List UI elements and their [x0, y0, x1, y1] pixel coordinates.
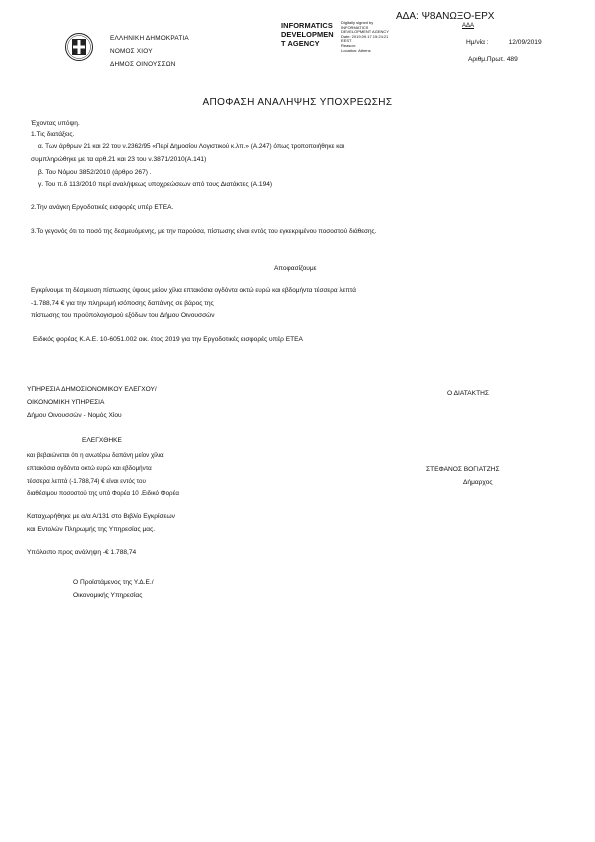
checked-statement: και βεβαιώνεται ότι η ανωτέρω δαπάνη μείον χίλια επτακόσια ογδόντα οκτώ ευρώ και εβδομήντα τέσσερα λεπτά (-1.788,74) € είναι εντός του διαθέσιμου ποσοστού της υπό Φορέα 10 .Ειδικό Φορέα: [27, 452, 179, 498]
clause-2: 2.Την ανάγκη Εργοδοτικές εισφορές υπέρ ΕΤΕΑ.: [31, 204, 174, 211]
date-row: [466, 39, 542, 46]
municipality-line: ΔΗΜΟΣ ΟΙΝΟΥΣΣΩΝ: [110, 61, 176, 68]
authorizer-role: Δήμαρχος: [463, 479, 493, 486]
ada-code: ΑΔΑ: Ψ8ΑΝΩΞΟ-ΕΡΧ: [396, 11, 495, 22]
intro-line: Έχοντας υπόψη.: [31, 120, 80, 127]
clause-1a-cont: συμπληρώθηκε με τα αρθ.21 και 23 του ν.3871/2010(Α.141): [31, 156, 207, 163]
digital-signature-details: Digitally signed by INFORMATICS DEVELOPMENT AGENCY Date: 2019.09.17 15:24:21 EEST Reason: Location: Athens: [341, 20, 389, 53]
registration-statement: Καταχωρήθηκε με α/α Α/131 στο Βιβλίο Εγκρίσεων και Εντολών Πληρωμής της Υπηρεσίας μας.: [27, 513, 175, 533]
decision-text-4: Ειδικός φορέας Κ.Α.Ε. 10-6051.002 οικ. έτος 2019 για την Εργοδοτικές εισφορές υπέρ ΕΤΕΑ: [33, 336, 303, 343]
clause-1c: γ. Του π.δ 113/2010 περί αναλήψεως υποχρεώσεων από τους Διατάκτες (Α.194): [38, 181, 273, 188]
checked-heading: ΕΛΕΓΧΘΗΚΕ: [82, 437, 122, 444]
remaining-amount: Υπόλοιπο προς ανάληψη -€ 1.788,74: [27, 549, 137, 556]
clause-1: 1.Τις διατάξεις.: [31, 131, 75, 138]
decision-text-1: Εγκρίνουμε τη δέσμευση πίστωσης ύψους μείον χίλια επτακόσια ογδόντα οκτώ ευρώ και εβδομήντα τέσσερα λεπτά: [31, 287, 356, 294]
finance-service-block: ΥΠΗΡΕΣΙΑ ΔΗΜΟΣΙΟΝΟΜΙΚΟΥ ΕΛΕΓΧΟΥ/ ΟΙΚΟΝΟΜΙΚΗ ΥΠΗΡΕΣΙΑ Δήμου Οινουσσών - Νομός Χίου: [27, 386, 157, 419]
date-label: Ημ/νία :: [466, 39, 489, 46]
state-line: ΕΛΛΗΝΙΚΗ ΔΗΜΟΚΡΑΤΙΑ: [110, 35, 189, 42]
issuer-block: [110, 32, 189, 71]
document-title: ΑΠΟΦΑΣΗ ΑΝΑΛΗΨΗΣ ΥΠΟΧΡΕΩΣΗΣ: [202, 97, 393, 108]
authorizer-name: ΣΤΕΦΑΝΟΣ ΒΟΓΙΑΤΖΗΣ: [426, 466, 500, 473]
prefecture-line: ΝΟΜΟΣ ΧΙΟΥ: [110, 48, 153, 55]
date-value: 12/09/2019: [508, 39, 542, 46]
protocol-number: Αριθμ.Πρωτ. 489: [468, 56, 518, 63]
ada-label: ΑΔΑ: [462, 23, 475, 29]
authorizer-title: Ο ΔΙΑΤΑΚΤΗΣ: [447, 390, 489, 397]
clause-1a: α. Των άρθρων 21 και 22 του ν.2362/95 «Περί Δημοσίου Λογιστικού κ.λπ.» (Α.247) όπως τροποποιήθηκε και: [38, 143, 345, 150]
clause-1b: β. Του Νόμου 3852/2010 (άρθρο 267) .: [38, 169, 152, 176]
head-of-service-block: Ο Προϊστάμενος της Υ.Δ.Ε./ Οικονομικής Υπηρεσίας: [73, 579, 154, 599]
decision-text-2: -1.788,74 € για την πληρωμή ισόποσης δαπάνης σε βάρος της: [31, 300, 214, 307]
clause-3: 3.Το γεγονός ότι το ποσό της δεσμευόμενης, με την παρούσα, πίστωσης είναι εντός του εγκεκριμένου ποσοστού διάθεσης.: [31, 228, 377, 235]
greek-emblem-icon: [64, 32, 94, 62]
decision-heading: Αποφασίζουμε: [274, 265, 317, 272]
decision-text-3: πίστωσης του προϋπολογισμού εξόδων του Δήμου Οινουσσών: [31, 312, 215, 319]
signature-stamp-logo: INFORMATICS DEVELOPMEN T AGENCY: [281, 21, 334, 49]
